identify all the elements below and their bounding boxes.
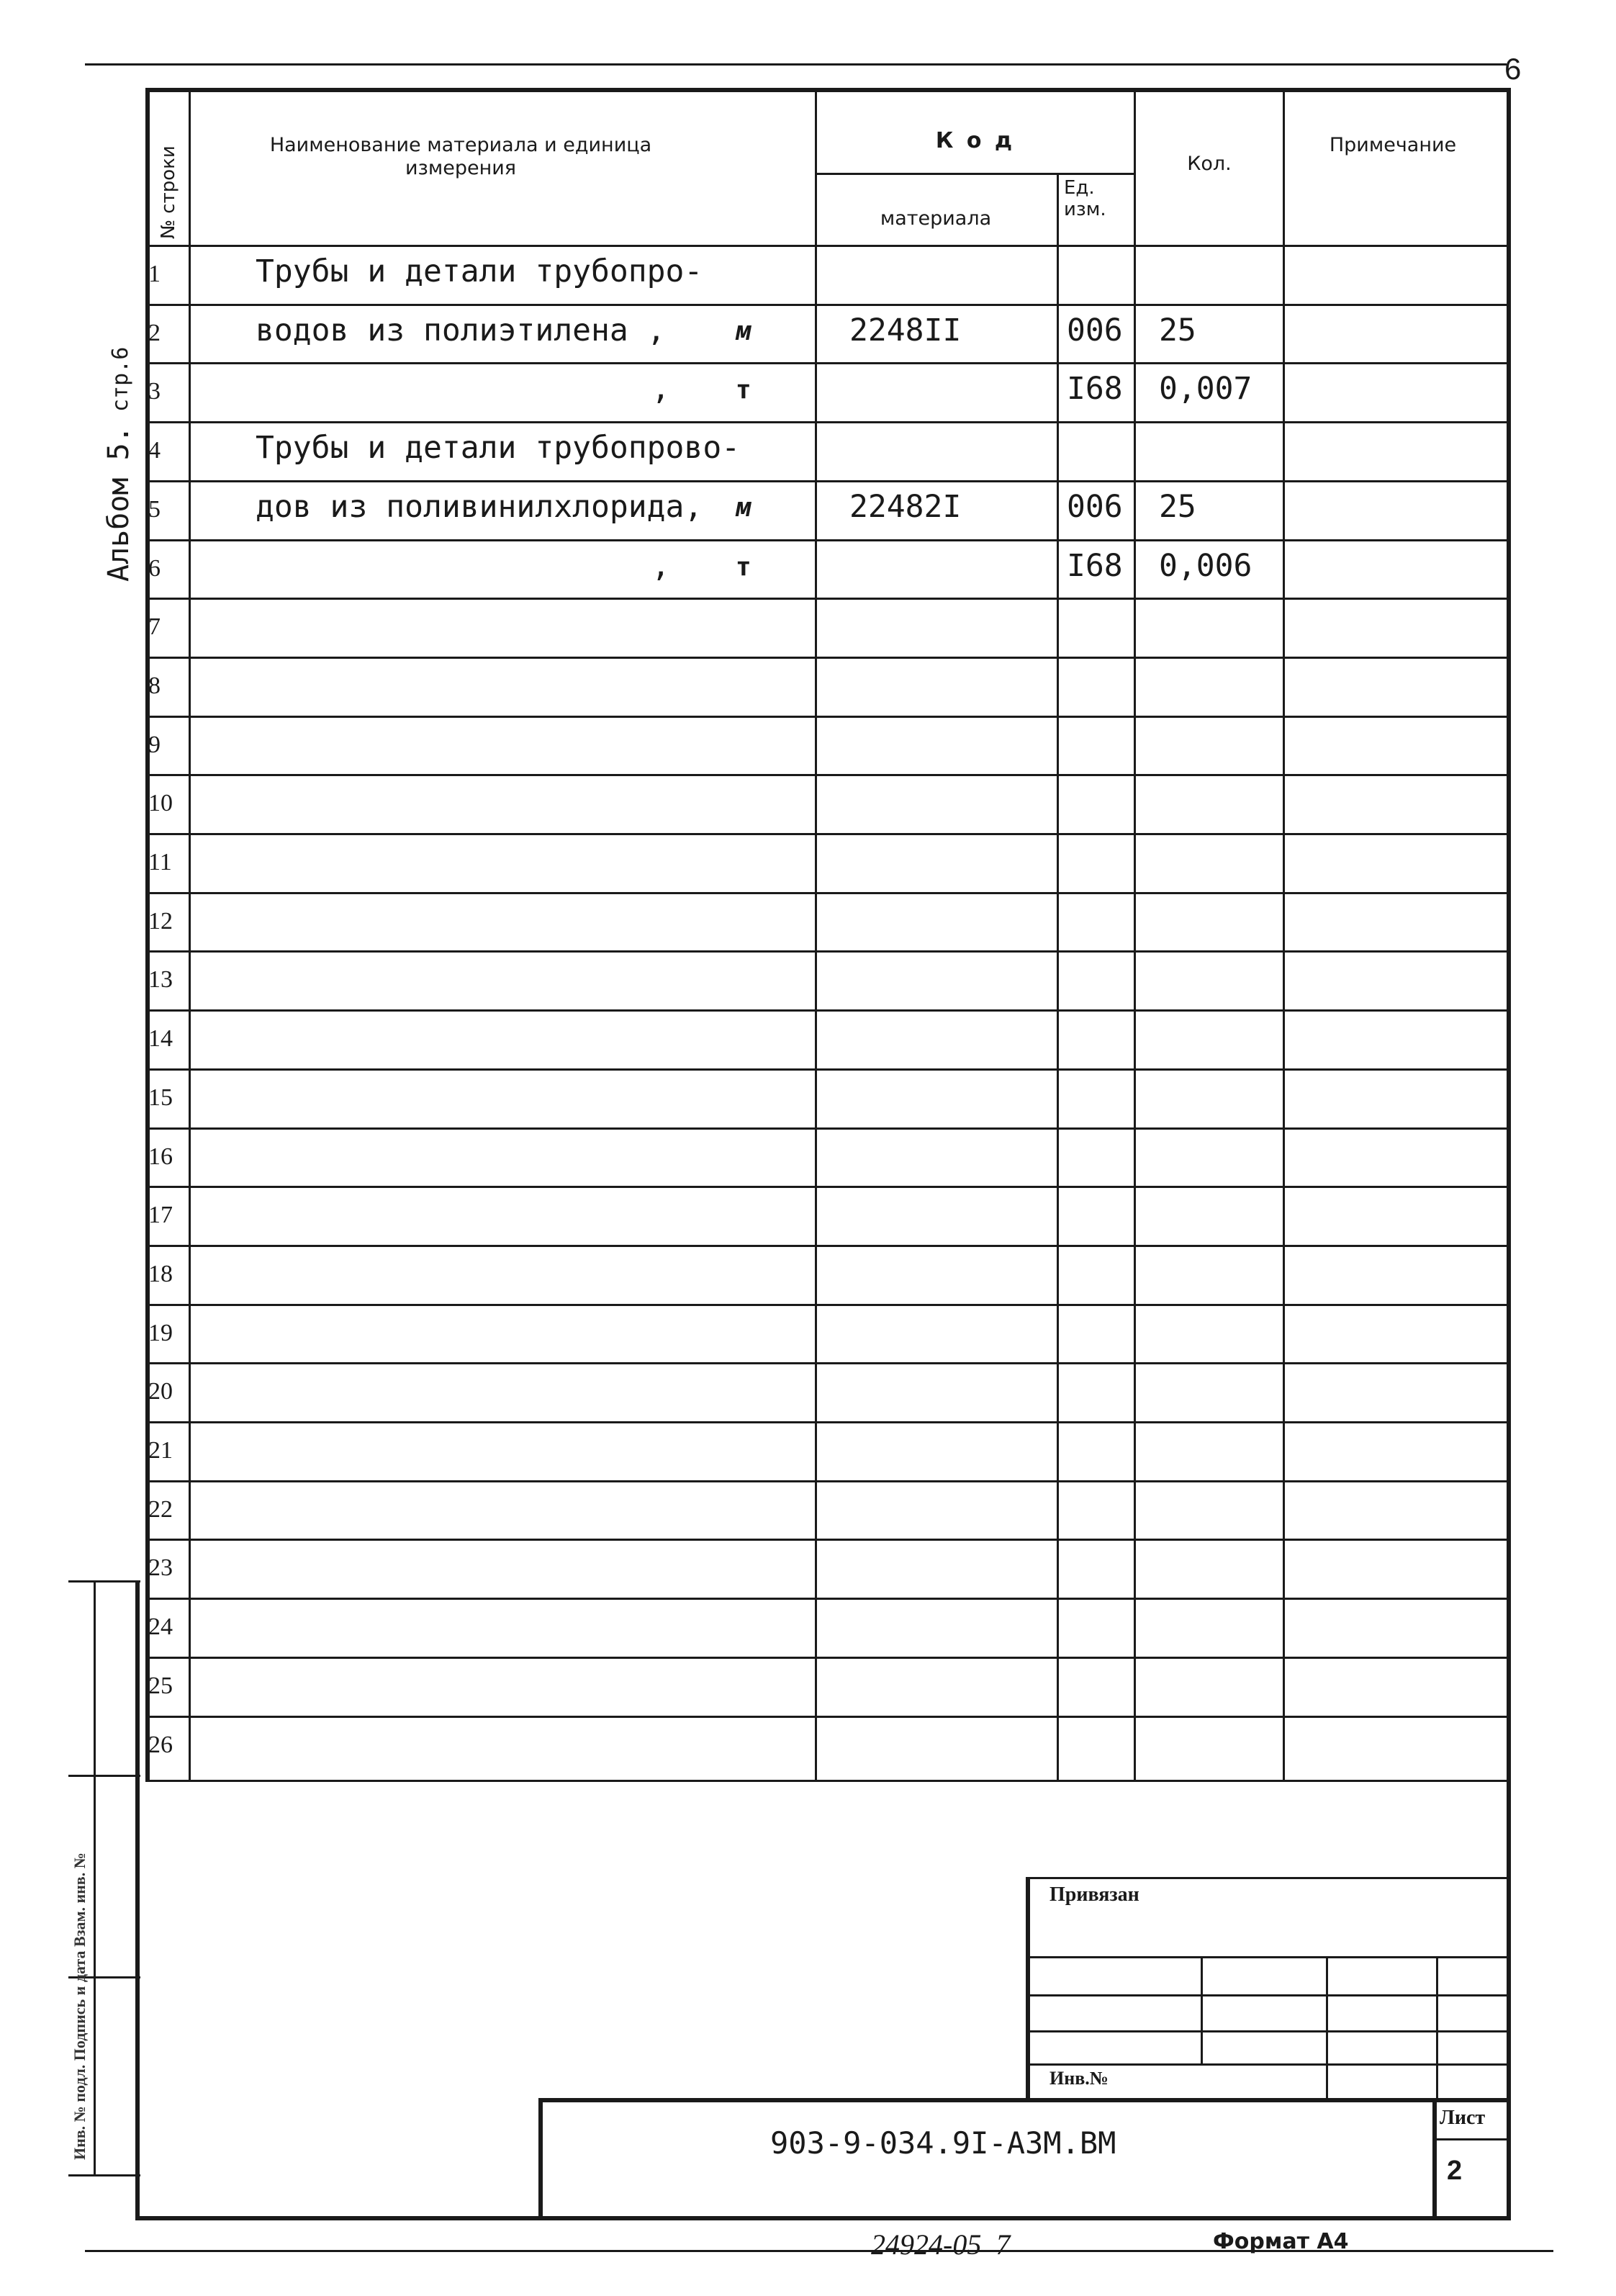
- row-material-name: ,: [651, 548, 670, 584]
- row-separator: [145, 774, 1511, 776]
- tb-privyazan-left: [1026, 1877, 1030, 2100]
- row-number: 5: [148, 496, 161, 523]
- tb-grid-col-2: [1326, 1956, 1328, 2100]
- row-number: 1: [148, 261, 161, 287]
- row-material-code: 22482I: [849, 489, 962, 525]
- row-separator: [145, 1598, 1511, 1600]
- row-number: 13: [148, 966, 173, 993]
- sheet-number: 2: [1447, 2156, 1463, 2186]
- row-material-name: Трубы и детали трубопро-: [256, 253, 703, 289]
- row-unit: т: [736, 375, 751, 405]
- tb-privyazan-label: Привязан: [1050, 1883, 1139, 1906]
- tb-sheet-sep: [1432, 2138, 1508, 2140]
- row-number: 2: [148, 320, 161, 346]
- row-material-code: 2248II: [849, 312, 962, 348]
- row-separator: [145, 362, 1511, 364]
- frame-bottom-edge: [135, 2216, 1511, 2220]
- header-row-no: № строки: [158, 145, 179, 239]
- row-number: 19: [148, 1320, 173, 1346]
- row-separator: [145, 716, 1511, 718]
- row-number: 9: [148, 731, 161, 758]
- row-separator: [145, 1421, 1511, 1423]
- row-number: 22: [148, 1496, 173, 1523]
- row-separator: [145, 480, 1511, 482]
- stamp-line-1: [68, 1580, 140, 1583]
- row-number: 21: [148, 1437, 173, 1464]
- tb-privyazan-top: [1026, 1877, 1511, 1879]
- table-top-border: [145, 88, 1511, 92]
- col-sep-rowno: [189, 88, 191, 1780]
- row-number: 25: [148, 1673, 173, 1699]
- doc-code: 903-9-034.9I-АЗМ.ВМ: [770, 2125, 1116, 2161]
- row-number: 12: [148, 908, 173, 935]
- row-separator: [145, 1245, 1511, 1247]
- row-unit: м: [736, 317, 751, 346]
- row-number: 26: [148, 1732, 173, 1758]
- header-name: Наименование материала и единица измерения: [269, 134, 652, 179]
- row-number: 8: [148, 672, 161, 699]
- page-ref-label: стр.6: [108, 346, 133, 412]
- sheet-label: Лист: [1440, 2107, 1486, 2129]
- header-code-unit: Ед. изм.: [1064, 177, 1106, 220]
- row-material-name: дов из поливинилхлорида,: [256, 489, 703, 525]
- row-material-name: водов из полиэтилена ,: [256, 312, 666, 348]
- tb-inv-label: Инв.№: [1050, 2068, 1109, 2089]
- row-number: 24: [148, 1613, 173, 1640]
- row-material-name: ,: [651, 371, 670, 407]
- row-separator: [145, 1362, 1511, 1364]
- row-unit-code: I68: [1067, 548, 1123, 584]
- col-sep-name: [815, 88, 817, 1780]
- row-quantity: 0,006: [1159, 548, 1252, 584]
- row-number: 16: [148, 1143, 173, 1170]
- tb-grid-col-1: [1201, 1956, 1203, 2064]
- table-bottom-border: [145, 1780, 1511, 1782]
- row-separator: [145, 1068, 1511, 1071]
- tb-sheet-left: [1432, 2098, 1437, 2218]
- row-number: 20: [148, 1378, 173, 1405]
- row-number: 14: [148, 1025, 173, 1052]
- row-quantity: 25: [1159, 489, 1196, 525]
- row-number: 18: [148, 1261, 173, 1287]
- row-unit-code: 006: [1067, 489, 1123, 525]
- row-number: 23: [148, 1554, 173, 1581]
- row-quantity: 0,007: [1159, 371, 1252, 407]
- header-qty: Кол.: [1187, 153, 1232, 175]
- row-separator: [145, 1009, 1511, 1012]
- row-separator: [145, 833, 1511, 835]
- row-separator: [145, 1657, 1511, 1659]
- row-number: 17: [148, 1202, 173, 1228]
- row-separator: [145, 657, 1511, 659]
- row-number: 4: [148, 437, 161, 464]
- frame-left-edge-lower: [135, 1580, 140, 2220]
- row-quantity: 25: [1159, 312, 1196, 348]
- row-separator: [145, 598, 1511, 600]
- row-separator: [145, 304, 1511, 306]
- format-label: Формат А4: [1213, 2229, 1349, 2254]
- row-separator: [145, 892, 1511, 894]
- row-unit-code: I68: [1067, 371, 1123, 407]
- row-unit: т: [736, 552, 751, 582]
- stamp-line-2: [68, 1775, 140, 1777]
- row-number: 15: [148, 1084, 173, 1111]
- row-unit: м: [736, 493, 751, 523]
- row-number: 7: [148, 613, 161, 640]
- album-label: Альбом 5.: [102, 426, 135, 582]
- page-number: 6: [1504, 52, 1522, 86]
- row-separator: [145, 421, 1511, 423]
- row-separator: [145, 1186, 1511, 1188]
- row-separator: [145, 1304, 1511, 1306]
- header-bottom-line: [145, 245, 1511, 247]
- tb-main-top: [538, 2098, 1511, 2102]
- header-code: К о д: [935, 128, 1016, 153]
- col-sep-unit: [1134, 88, 1136, 1780]
- header-note: Примечание: [1329, 134, 1457, 156]
- stamp-label: Инв. № подл. Подпись и дата Взам. инв. №: [71, 1852, 89, 2160]
- row-number: 6: [148, 555, 161, 582]
- col-sep-qty: [1283, 88, 1285, 1780]
- row-material-name: Трубы и детали трубопрово-: [256, 430, 741, 466]
- row-separator: [145, 1127, 1511, 1130]
- row-separator: [145, 1716, 1511, 1718]
- header-code-material: материала: [880, 207, 992, 230]
- row-separator: [145, 1480, 1511, 1482]
- row-number: 3: [148, 378, 161, 405]
- stamp-line-4: [68, 2174, 140, 2176]
- row-separator: [145, 539, 1511, 541]
- frame-right-edge: [1507, 88, 1511, 2218]
- row-unit-code: 006: [1067, 312, 1123, 348]
- row-number: 11: [148, 849, 172, 875]
- top-margin-line: [85, 63, 1507, 66]
- tb-main-left: [538, 2098, 543, 2218]
- row-separator: [145, 950, 1511, 953]
- archive-number: 24924-05 7: [871, 2228, 1011, 2261]
- code-subheader-line: [815, 173, 1134, 175]
- stamp-col-line: [94, 1580, 96, 2174]
- row-number: 10: [148, 790, 173, 816]
- tb-grid-col-3: [1436, 1956, 1438, 2100]
- row-separator: [145, 1539, 1511, 1541]
